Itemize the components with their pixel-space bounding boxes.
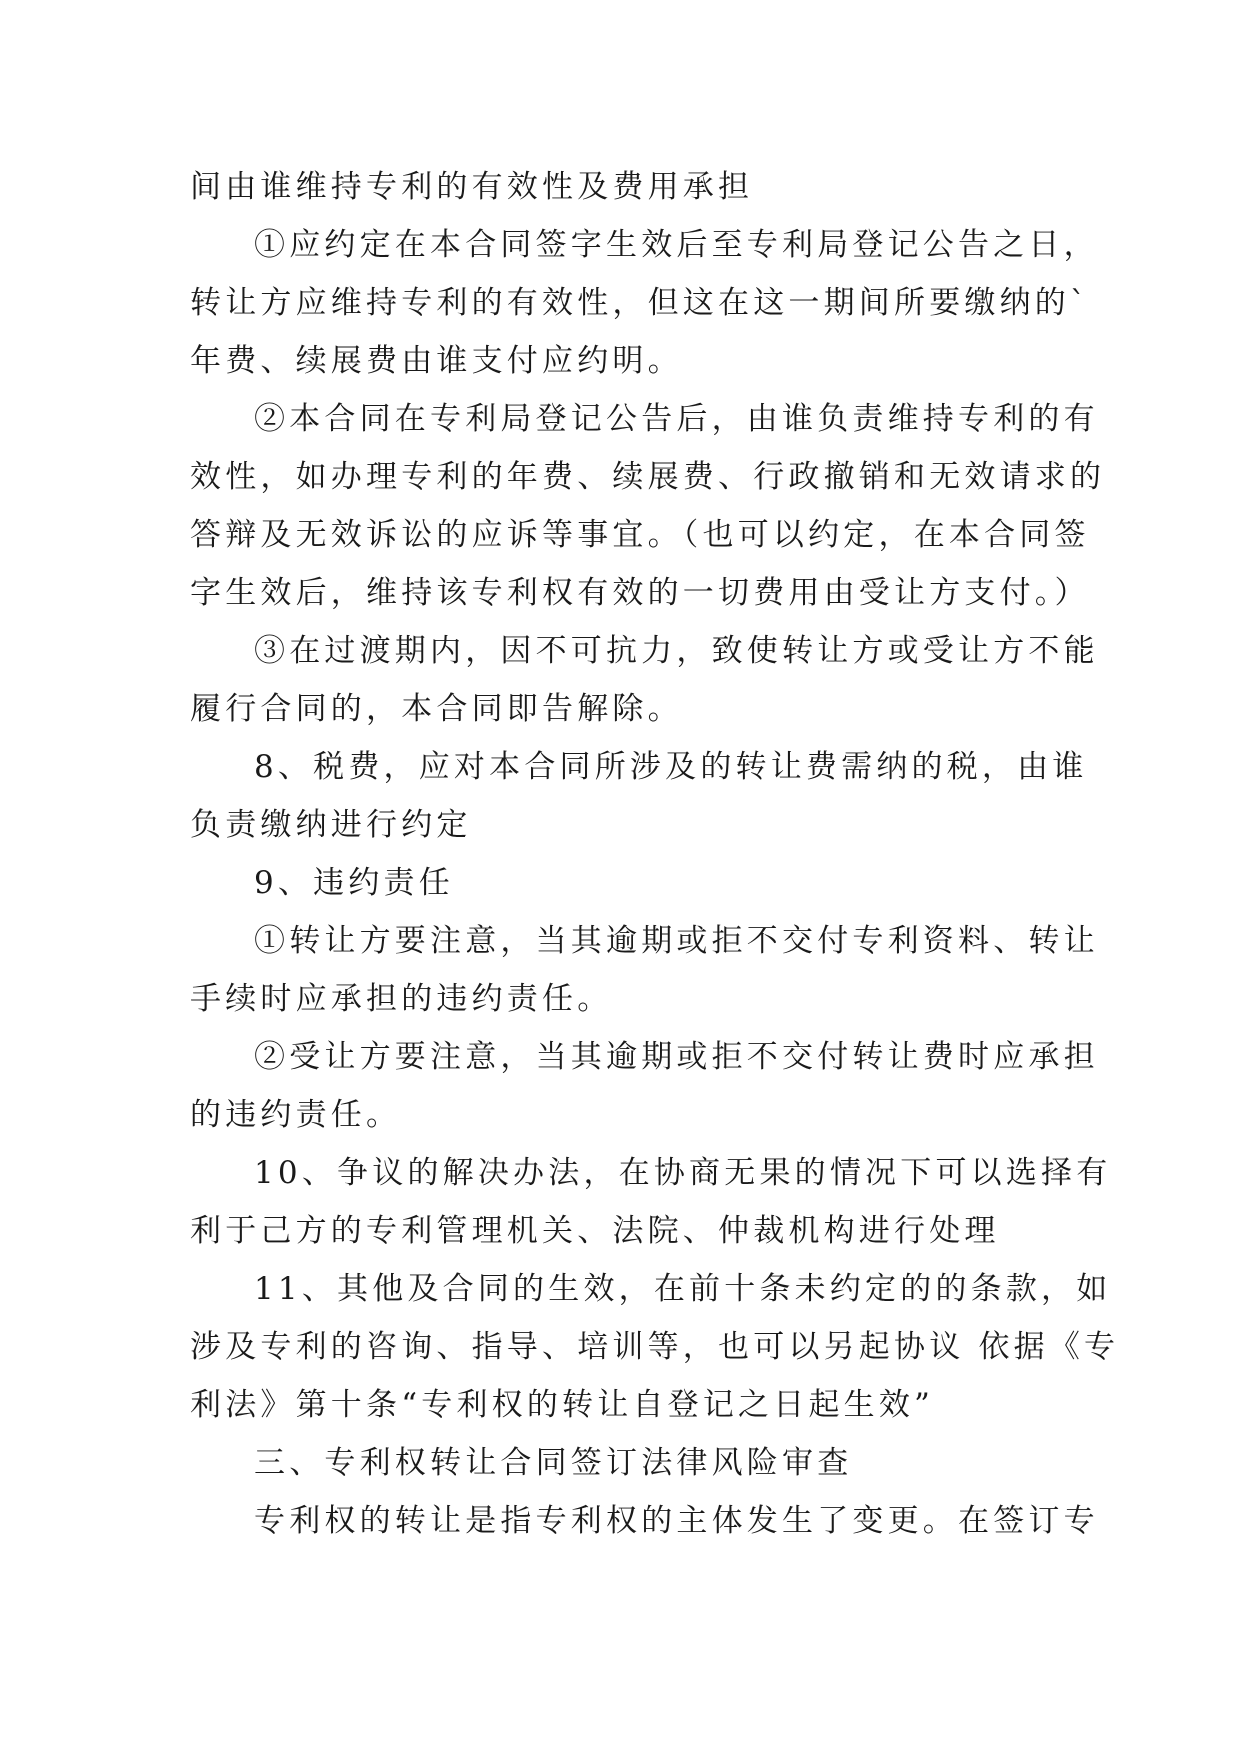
text-line: 答辩及无效诉讼的应诉等事宜。（也可以约定，在本合同签 <box>190 517 1090 553</box>
text-line: 三、专利权转让合同签订法律风险审查 <box>254 1445 853 1481</box>
text-line: 间由谁维持专利的有效性及费用承担 <box>190 169 754 205</box>
text-line: 效性，如办理专利的年费、续展费、行政撤销和无效请求的 <box>190 459 1106 495</box>
text-line: 利于己方的专利管理机关、法院、仲裁机构进行处理 <box>190 1213 1000 1249</box>
text-line: 转让方应维持专利的有效性，但这在这一期间所要缴纳的` <box>190 285 1090 321</box>
text-line: 专利权的转让是指专利权的主体发生了变更。在签订专 <box>254 1503 1099 1539</box>
text-line: ①应约定在本合同签字生效后至专利局登记公告之日， <box>254 227 1099 263</box>
text-line: 年费、续展费由谁支付应约明。 <box>190 343 683 379</box>
text-line: 11、其他及合同的生效，在前十条未约定的的条款，如 <box>254 1271 1112 1307</box>
text-line: ②本合同在专利局登记公告后，由谁负责维持专利的有 <box>254 401 1099 437</box>
text-line: 利法》第十条“专利权的转让自登记之日起生效” <box>190 1387 935 1423</box>
text-line: 负责缴纳进行约定 <box>190 807 472 843</box>
text-line: ①转让方要注意，当其逾期或拒不交付专利资料、转让 <box>254 923 1099 959</box>
text-line: 9、违约责任 <box>254 865 454 901</box>
text-line: 的违约责任。 <box>190 1097 402 1133</box>
text-line: 履行合同的，本合同即告解除。 <box>190 691 683 727</box>
text-line: 8、税费，应对本合同所涉及的转让费需纳的税，由谁 <box>254 749 1088 785</box>
text-line: 手续时应承担的违约责任。 <box>190 981 613 1017</box>
text-line: 字生效后，维持该专利权有效的一切费用由受让方支付。） <box>190 575 1090 611</box>
text-line: ③在过渡期内，因不可抗力，致使转让方或受让方不能 <box>254 633 1099 669</box>
text-line: ②受让方要注意，当其逾期或拒不交付转让费时应承担 <box>254 1039 1099 1075</box>
text-line: 10、争议的解决办法，在协商无果的情况下可以选择有 <box>254 1155 1112 1191</box>
text-line: 涉及专利的咨询、指导、培训等，也可以另起协议 依据《专 <box>190 1329 1120 1365</box>
document-body <box>190 158 1120 1550</box>
